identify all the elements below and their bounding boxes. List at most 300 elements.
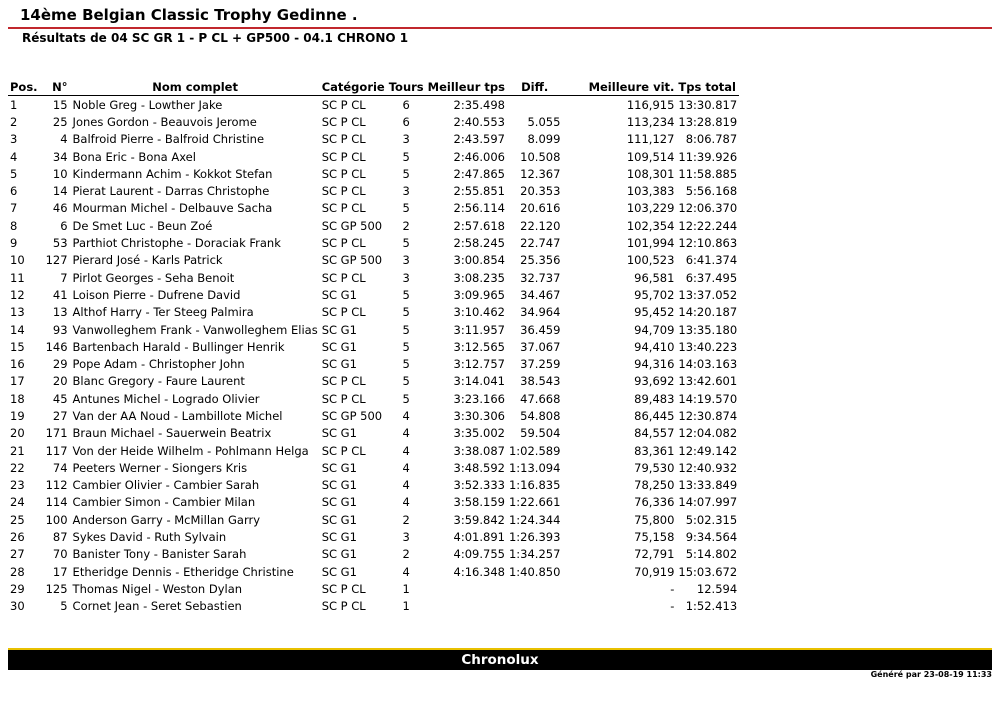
cell-total-time: 13:37.052 — [678, 287, 738, 302]
results-table — [8, 78, 739, 615]
cell-pos: 16 — [10, 357, 25, 372]
cell-name: Peeters Werner - Siongers Kris — [72, 460, 248, 475]
cell-best-time — [426, 598, 507, 615]
cell-best-speed: 102,354 — [626, 218, 675, 233]
cell-laps: 3 — [402, 530, 410, 545]
cell-pos: 14 — [10, 322, 25, 337]
cell-best-speed: 108,301 — [626, 166, 675, 181]
cell-best-time: 3:52.333 — [453, 478, 505, 493]
cell-diff — [507, 96, 562, 114]
cell-laps: 4 — [402, 478, 410, 493]
cell-category: SC G1 — [321, 460, 357, 475]
cell-diff: 22.120 — [520, 218, 561, 233]
cell-laps: 5 — [402, 322, 410, 337]
table-row — [8, 477, 739, 494]
cell-number: 20 — [52, 374, 68, 389]
cell-category: SC G1 — [321, 287, 357, 302]
cell-pos: 1 — [10, 97, 18, 112]
cell-category: SC P CL — [321, 114, 366, 129]
cell-number: 46 — [52, 201, 68, 216]
cell-best-time: 4:16.348 — [453, 564, 505, 579]
cell-diff: 10.508 — [520, 149, 561, 164]
cell-category: SC GP 500 — [321, 218, 383, 233]
page-title: 14ème Belgian Classic Trophy Gedinne . — [20, 6, 358, 24]
table-row — [8, 200, 739, 217]
cell-laps: 3 — [402, 184, 410, 199]
cell-number: 41 — [52, 287, 68, 302]
cell-name: Anderson Garry - McMillan Garry — [72, 512, 261, 527]
cell-name: Von der Heide Wilhelm - Pohlmann Helga — [72, 443, 309, 458]
cell-total-time: 13:40.223 — [678, 339, 738, 354]
table-row — [8, 234, 739, 251]
cell-pos: 5 — [10, 166, 18, 181]
cell-category: SC G1 — [321, 512, 357, 527]
cell-diff: 1:16.835 — [508, 478, 561, 493]
cell-number: 6 — [60, 218, 68, 233]
cell-total-time: 13:33.849 — [678, 478, 738, 493]
cell-laps: 4 — [402, 460, 410, 475]
cell-diff: 37.067 — [520, 339, 561, 354]
cell-total-time: 13:28.819 — [678, 114, 738, 129]
cell-best-time: 3:12.757 — [453, 357, 505, 372]
cell-number: 74 — [52, 460, 68, 475]
cell-number: 29 — [52, 357, 68, 372]
cell-category: SC G1 — [321, 426, 357, 441]
cell-number: 127 — [45, 253, 68, 268]
cell-category: SC G1 — [321, 530, 357, 545]
cell-total-time: 15:03.672 — [678, 564, 738, 579]
cell-category: SC P CL — [321, 443, 366, 458]
cell-diff: 38.543 — [520, 374, 561, 389]
cell-category: SC P CL — [321, 581, 366, 596]
cell-number: 15 — [52, 97, 68, 112]
results-body — [8, 96, 739, 615]
cell-best-speed: 95,452 — [634, 305, 675, 320]
cell-best-speed: 89,483 — [634, 391, 675, 406]
cell-best-speed: 78,250 — [634, 478, 675, 493]
footer-bar — [8, 648, 992, 670]
cell-pos: 2 — [10, 114, 18, 129]
table-row — [8, 598, 739, 615]
cell-number: 146 — [45, 339, 68, 354]
cell-diff: 22.747 — [520, 236, 561, 251]
table-row — [8, 373, 739, 390]
cell-number: 17 — [52, 564, 68, 579]
column-header-name: Nom complet — [70, 78, 320, 96]
cell-laps: 5 — [402, 391, 410, 406]
cell-pos: 29 — [10, 581, 25, 596]
table-row — [8, 113, 739, 130]
cell-best-time: 3:09.965 — [453, 287, 505, 302]
cell-total-time: 14:07.997 — [678, 495, 738, 510]
cell-number: 5 — [60, 599, 68, 614]
cell-pos: 15 — [10, 339, 25, 354]
cell-pos: 23 — [10, 478, 25, 493]
cell-total-time: 13:35.180 — [678, 322, 738, 337]
cell-laps: 2 — [402, 512, 410, 527]
cell-best-time: 3:30.306 — [453, 408, 505, 423]
cell-category: SC G1 — [321, 357, 357, 372]
cell-laps: 4 — [402, 443, 410, 458]
cell-laps: 6 — [402, 114, 410, 129]
cell-total-time: 12.594 — [696, 581, 738, 596]
cell-pos: 6 — [10, 184, 18, 199]
cell-laps: 5 — [402, 236, 410, 251]
cell-name: Thomas Nigel - Weston Dylan — [72, 581, 243, 596]
cell-name: Sykes David - Ruth Sylvain — [72, 530, 227, 545]
cell-diff: 12.367 — [520, 166, 561, 181]
cell-diff: 1:26.393 — [508, 530, 561, 545]
cell-pos: 22 — [10, 460, 25, 475]
table-row — [8, 165, 739, 182]
cell-pos: 24 — [10, 495, 25, 510]
cell-total-time: 5:02.315 — [685, 512, 738, 527]
cell-laps: 3 — [402, 270, 410, 285]
cell-total-time: 12:04.082 — [678, 426, 738, 441]
cell-diff: 59.504 — [520, 426, 561, 441]
cell-laps: 5 — [402, 287, 410, 302]
column-header-category: Catégorie — [321, 79, 385, 94]
cell-pos: 17 — [10, 374, 25, 389]
cell-number: 171 — [45, 426, 68, 441]
cell-best-time: 3:58.159 — [453, 495, 505, 510]
column-header-total-time: Tps total — [676, 78, 739, 96]
cell-best-time — [426, 580, 507, 597]
cell-diff: 1:34.257 — [508, 547, 561, 562]
table-row — [8, 96, 739, 114]
cell-name: Jones Gordon - Beauvois Jerome — [72, 114, 257, 129]
column-header-number: N° — [40, 78, 70, 96]
table-row — [8, 338, 739, 355]
cell-name: Cornet Jean - Seret Sebastien — [72, 599, 242, 614]
table-row — [8, 182, 739, 199]
cell-category: SC G1 — [321, 322, 357, 337]
cell-category: SC P CL — [321, 599, 366, 614]
cell-diff: 54.808 — [520, 408, 561, 423]
cell-laps: 2 — [402, 547, 410, 562]
cell-best-speed: 100,523 — [626, 253, 675, 268]
table-row — [8, 511, 739, 528]
cell-name: Banister Tony - Banister Sarah — [72, 547, 247, 562]
cell-pos: 10 — [10, 253, 25, 268]
cell-pos: 8 — [10, 218, 18, 233]
table-row — [8, 148, 739, 165]
table-row — [8, 131, 739, 148]
cell-category: SC P CL — [321, 270, 366, 285]
cell-pos: 30 — [10, 599, 25, 614]
cell-number: 93 — [52, 322, 68, 337]
cell-total-time: 13:30.817 — [678, 97, 738, 112]
cell-laps: 4 — [402, 426, 410, 441]
cell-category: SC P CL — [321, 149, 366, 164]
cell-best-speed: 103,383 — [626, 184, 675, 199]
cell-name: Parthiot Christophe - Doraciak Frank — [72, 236, 281, 251]
cell-laps: 5 — [402, 149, 410, 164]
table-row — [8, 252, 739, 269]
cell-name: Loison Pierre - Dufrene David — [72, 287, 241, 302]
cell-diff: 1:13.094 — [508, 460, 561, 475]
cell-name: Antunes Michel - Logrado Olivier — [72, 391, 260, 406]
cell-name: Pierard José - Karls Patrick — [72, 253, 223, 268]
cell-best-speed: 83,361 — [634, 443, 675, 458]
generated-timestamp: Généré par 23-08-19 11:33 — [870, 670, 992, 679]
table-row — [8, 580, 739, 597]
cell-number: 117 — [45, 443, 68, 458]
cell-best-speed: 75,158 — [634, 530, 675, 545]
cell-best-speed: 94,410 — [634, 339, 675, 354]
cell-category: SC P CL — [321, 236, 366, 251]
table-row — [8, 269, 739, 286]
cell-diff — [507, 598, 562, 615]
cell-total-time: 5:56.168 — [685, 184, 738, 199]
cell-total-time: 14:03.163 — [678, 357, 738, 372]
cell-best-time: 3:00.854 — [453, 253, 505, 268]
cell-pos: 26 — [10, 530, 25, 545]
cell-number: 87 — [52, 530, 68, 545]
table-row — [8, 494, 739, 511]
cell-laps: 1 — [402, 581, 410, 596]
cell-diff: 37.259 — [520, 357, 561, 372]
cell-number: 100 — [45, 512, 68, 527]
cell-name: Vanwolleghem Frank - Vanwolleghem Elias — [72, 322, 318, 337]
column-header-pos: Pos. — [10, 79, 38, 94]
cell-category: SC G1 — [321, 564, 357, 579]
cell-diff: 32.737 — [520, 270, 561, 285]
cell-diff: 1:24.344 — [508, 512, 561, 527]
cell-best-time: 3:35.002 — [453, 426, 505, 441]
cell-pos: 27 — [10, 547, 25, 562]
cell-pos: 9 — [10, 236, 18, 251]
cell-name: Noble Greg - Lowther Jake — [72, 97, 223, 112]
cell-pos: 12 — [10, 287, 25, 302]
cell-best-speed: 96,581 — [634, 270, 675, 285]
cell-category: SC GP 500 — [321, 253, 383, 268]
cell-total-time: 8:06.787 — [685, 132, 738, 147]
cell-best-speed: 113,234 — [626, 114, 675, 129]
cell-pos: 21 — [10, 443, 25, 458]
cell-total-time: 12:40.932 — [678, 460, 738, 475]
column-header-diff: Diff. — [507, 78, 562, 96]
cell-best-speed: 94,316 — [634, 357, 675, 372]
cell-best-speed: - — [670, 599, 675, 614]
cell-laps: 5 — [402, 339, 410, 354]
cell-name: Balfroid Pierre - Balfroid Christine — [72, 132, 265, 147]
cell-best-time: 3:08.235 — [453, 270, 505, 285]
cell-number: 53 — [52, 236, 68, 251]
cell-best-speed: 93,692 — [634, 374, 675, 389]
cell-laps: 5 — [402, 374, 410, 389]
cell-best-time: 3:11.957 — [453, 322, 505, 337]
cell-number: 125 — [45, 581, 68, 596]
cell-category: SC P CL — [321, 166, 366, 181]
cell-best-speed: 94,709 — [634, 322, 675, 337]
cell-category: SC G1 — [321, 495, 357, 510]
cell-total-time: 14:19.570 — [678, 391, 738, 406]
table-header-row — [8, 78, 739, 96]
cell-category: SC G1 — [321, 478, 357, 493]
cell-diff: 5.055 — [527, 114, 561, 129]
cell-name: Bona Eric - Bona Axel — [72, 149, 196, 164]
cell-name: Bartenbach Harald - Bullinger Henrik — [72, 339, 285, 354]
cell-category: SC P CL — [321, 201, 366, 216]
cell-best-time: 3:14.041 — [453, 374, 505, 389]
cell-pos: 18 — [10, 391, 25, 406]
cell-pos: 11 — [10, 270, 25, 285]
cell-pos: 20 — [10, 426, 25, 441]
cell-total-time: 6:41.374 — [685, 253, 738, 268]
cell-laps: 4 — [402, 408, 410, 423]
cell-total-time: 11:58.885 — [678, 166, 738, 181]
cell-best-time: 4:01.891 — [453, 530, 505, 545]
cell-number: 13 — [52, 305, 68, 320]
cell-best-time: 3:59.842 — [453, 512, 505, 527]
cell-name: Kindermann Achim - Kokkot Stefan — [72, 166, 273, 181]
cell-category: SC P CL — [321, 305, 366, 320]
cell-best-time: 3:48.592 — [453, 460, 505, 475]
cell-name: Mourman Michel - Delbauve Sacha — [72, 201, 273, 216]
cell-category: SC P CL — [321, 374, 366, 389]
cell-laps: 2 — [402, 218, 410, 233]
cell-best-speed: 70,919 — [634, 564, 675, 579]
cell-best-speed: 84,557 — [634, 426, 675, 441]
cell-laps: 4 — [402, 495, 410, 510]
cell-number: 25 — [52, 114, 68, 129]
table-row — [8, 321, 739, 338]
cell-laps: 5 — [402, 201, 410, 216]
cell-name: Pope Adam - Christopher John — [72, 357, 245, 372]
cell-laps: 6 — [402, 97, 410, 112]
cell-laps: 3 — [402, 253, 410, 268]
cell-laps: 5 — [402, 357, 410, 372]
cell-pos: 4 — [10, 149, 18, 164]
table-row — [8, 355, 739, 372]
cell-diff: 1:40.850 — [508, 564, 561, 579]
cell-name: Cambier Olivier - Cambier Sarah — [72, 478, 260, 493]
cell-pos: 19 — [10, 408, 25, 423]
column-header-best-time: Meilleur tps — [427, 79, 505, 94]
cell-total-time: 11:39.926 — [678, 149, 738, 164]
cell-number: 10 — [52, 166, 68, 181]
cell-total-time: 13:42.601 — [678, 374, 738, 389]
cell-total-time: 5:14.802 — [685, 547, 738, 562]
column-header-best-speed: Meilleure vit. — [562, 78, 676, 96]
cell-diff: 36.459 — [520, 322, 561, 337]
cell-diff: 20.353 — [520, 184, 561, 199]
cell-total-time: 12:49.142 — [678, 443, 738, 458]
cell-name: Cambier Simon - Cambier Milan — [72, 495, 256, 510]
cell-number: 114 — [45, 495, 68, 510]
table-row — [8, 390, 739, 407]
cell-name: Pierat Laurent - Darras Christophe — [72, 184, 270, 199]
cell-laps: 1 — [402, 599, 410, 614]
cell-total-time: 9:34.564 — [685, 530, 738, 545]
cell-name: De Smet Luc - Beun Zoé — [72, 218, 213, 233]
page-subtitle: Résultats de 04 SC GR 1 - P CL + GP500 - 04.1 CHRONO 1 — [22, 31, 409, 45]
footer-brand: Chronolux — [461, 652, 539, 668]
cell-total-time: 1:52.413 — [685, 599, 738, 614]
cell-best-time: 2:35.498 — [453, 97, 505, 112]
cell-category: SC P CL — [321, 184, 366, 199]
cell-best-speed: 103,229 — [626, 201, 675, 216]
cell-number: 34 — [52, 149, 68, 164]
cell-total-time: 6:37.495 — [685, 270, 738, 285]
cell-best-speed: 86,445 — [634, 408, 675, 423]
cell-diff: 8.099 — [527, 132, 561, 147]
cell-total-time: 12:06.370 — [678, 201, 738, 216]
cell-name: Blanc Gregory - Faure Laurent — [72, 374, 245, 389]
cell-laps: 5 — [402, 166, 410, 181]
title-divider — [8, 27, 992, 29]
cell-best-time: 2:57.618 — [453, 218, 505, 233]
cell-number: 112 — [45, 478, 68, 493]
cell-category: SC GP 500 — [321, 408, 383, 423]
cell-total-time: 12:30.874 — [678, 408, 738, 423]
table-row — [8, 546, 739, 563]
cell-category: SC P CL — [321, 132, 366, 147]
cell-laps: 3 — [402, 132, 410, 147]
cell-best-time: 2:55.851 — [453, 184, 505, 199]
cell-number: 70 — [52, 547, 68, 562]
column-header-laps: Tours — [388, 79, 424, 94]
cell-category: SC G1 — [321, 547, 357, 562]
cell-total-time: 12:22.244 — [678, 218, 738, 233]
cell-best-speed: 76,336 — [634, 495, 675, 510]
cell-diff: 47.668 — [520, 391, 561, 406]
cell-laps: 4 — [402, 564, 410, 579]
table-row — [8, 425, 739, 442]
table-row — [8, 442, 739, 459]
table-row — [8, 528, 739, 545]
table-row — [8, 304, 739, 321]
cell-best-time: 3:23.166 — [453, 391, 505, 406]
table-row — [8, 407, 739, 424]
cell-diff: 1:02.589 — [508, 443, 561, 458]
cell-best-time: 2:47.865 — [453, 166, 505, 181]
cell-number: 7 — [60, 270, 68, 285]
cell-number: 27 — [52, 408, 68, 423]
table-row — [8, 563, 739, 580]
cell-number: 45 — [52, 391, 68, 406]
cell-diff: 1:22.661 — [508, 495, 561, 510]
cell-diff: 34.467 — [520, 287, 561, 302]
cell-pos: 28 — [10, 564, 25, 579]
cell-name: Etheridge Dennis - Etheridge Christine — [72, 564, 294, 579]
cell-pos: 13 — [10, 305, 25, 320]
cell-laps: 5 — [402, 305, 410, 320]
cell-best-time: 3:38.087 — [453, 443, 505, 458]
cell-category: SC P CL — [321, 97, 366, 112]
cell-best-speed: 116,915 — [626, 97, 675, 112]
cell-best-speed: 95,702 — [634, 287, 675, 302]
cell-best-speed: 75,800 — [634, 512, 675, 527]
cell-name: Braun Michael - Sauerwein Beatrix — [72, 426, 272, 441]
cell-best-speed: 79,530 — [634, 460, 675, 475]
cell-pos: 7 — [10, 201, 18, 216]
cell-diff: 20.616 — [520, 201, 561, 216]
cell-best-time: 2:43.597 — [453, 132, 505, 147]
cell-name: Althof Harry - Ter Steeg Palmira — [72, 305, 254, 320]
cell-best-speed: 72,791 — [634, 547, 675, 562]
cell-category: SC P CL — [321, 391, 366, 406]
table-row — [8, 286, 739, 303]
cell-best-time: 2:46.006 — [453, 149, 505, 164]
cell-best-time: 2:58.245 — [453, 236, 505, 251]
cell-category: SC G1 — [321, 339, 357, 354]
cell-name: Van der AA Noud - Lambillote Michel — [72, 408, 283, 423]
cell-total-time: 12:10.863 — [678, 236, 738, 251]
cell-best-time: 3:12.565 — [453, 339, 505, 354]
cell-best-speed: 101,994 — [626, 236, 675, 251]
